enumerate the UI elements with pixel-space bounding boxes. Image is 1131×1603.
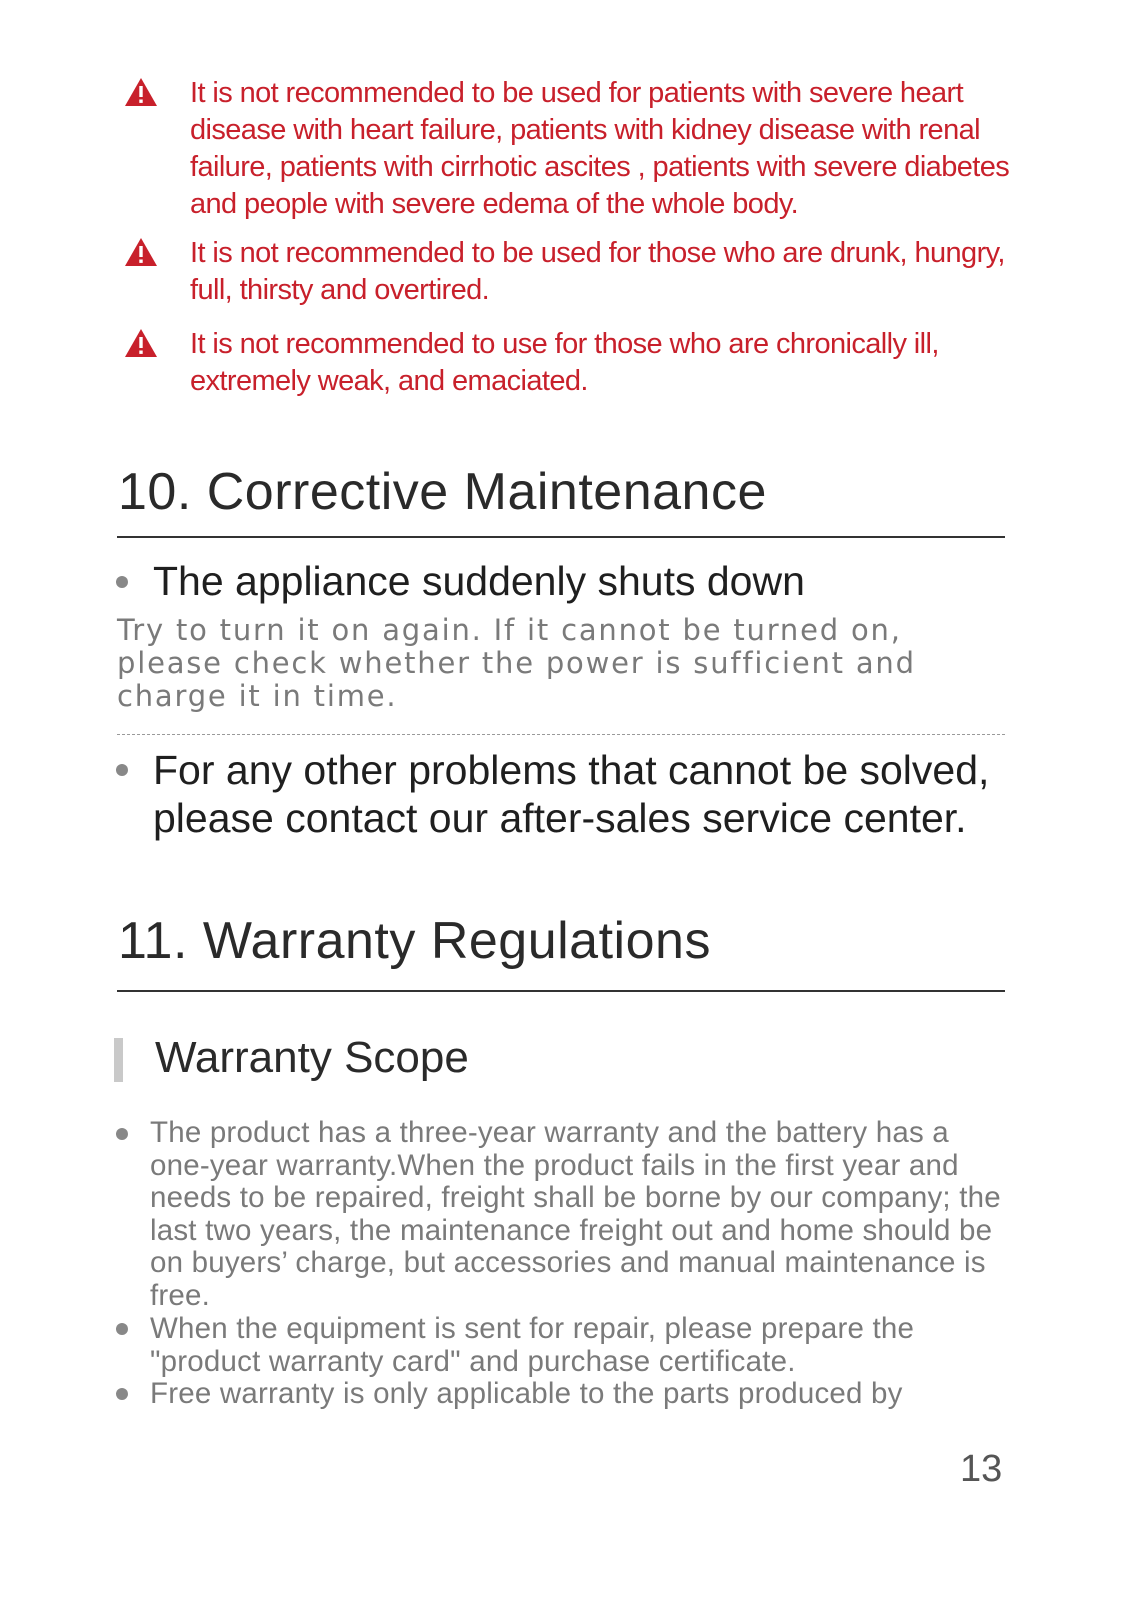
- section-divider: [117, 990, 1005, 992]
- warning-text: It is not recommended to be used for patients with severe heart disease with heart failure, patients with kidney disease with renal failure, patients with cirrhotic ascites , patients with severe diabetes and people with severe edema of the whole body.: [190, 77, 1010, 220]
- warning-triangle-icon: [124, 77, 158, 107]
- list-item: When the equipment is sent for repair, please prepare the "product warranty card" and purchase certificate.: [150, 1312, 915, 1378]
- warning-triangle-icon: [124, 328, 158, 358]
- list-item: Free warranty is only applicable to the parts produced by: [150, 1377, 903, 1410]
- bullet-icon: [116, 1323, 128, 1335]
- bullet-icon: [116, 764, 128, 776]
- bullet-icon: [116, 1388, 128, 1400]
- dashed-divider: [117, 734, 1005, 735]
- bullet-icon: [116, 1128, 128, 1140]
- subheading-marker: [114, 1038, 123, 1082]
- subheading: Warranty Scope: [155, 1033, 469, 1082]
- warning-text: It is not recommended to use for those who are chronically ill, extremely weak, and emaciated.: [190, 328, 939, 397]
- section-11-heading: 11. Warranty Regulations: [118, 912, 711, 970]
- list-item: The product has a three-year warranty and the battery has a one-year warranty.When the product fails in the first year and needs to be repaired, freight shall be borne by our company; the last two years, the maintenance freight out and home should be on buyers’ charge, but accessories and manual maintenance is free.: [150, 1116, 1001, 1312]
- item-title: For any other problems that cannot be solved, please contact our after-sales service center.: [153, 747, 990, 841]
- page-number: 13: [960, 1448, 1003, 1490]
- item-description: Try to turn it on again. If it cannot be turned on, please check whether the power is sufficient and charge it in time.: [117, 613, 916, 713]
- section-divider: [117, 536, 1005, 538]
- warning-text: It is not recommended to be used for those who are drunk, hungry, full, thirsty and overtired.: [190, 237, 1005, 306]
- section-10-heading: 10. Corrective Maintenance: [118, 463, 767, 521]
- warning-triangle-icon: [124, 237, 158, 267]
- item-title: The appliance suddenly shuts down: [153, 558, 805, 604]
- bullet-icon: [116, 576, 128, 588]
